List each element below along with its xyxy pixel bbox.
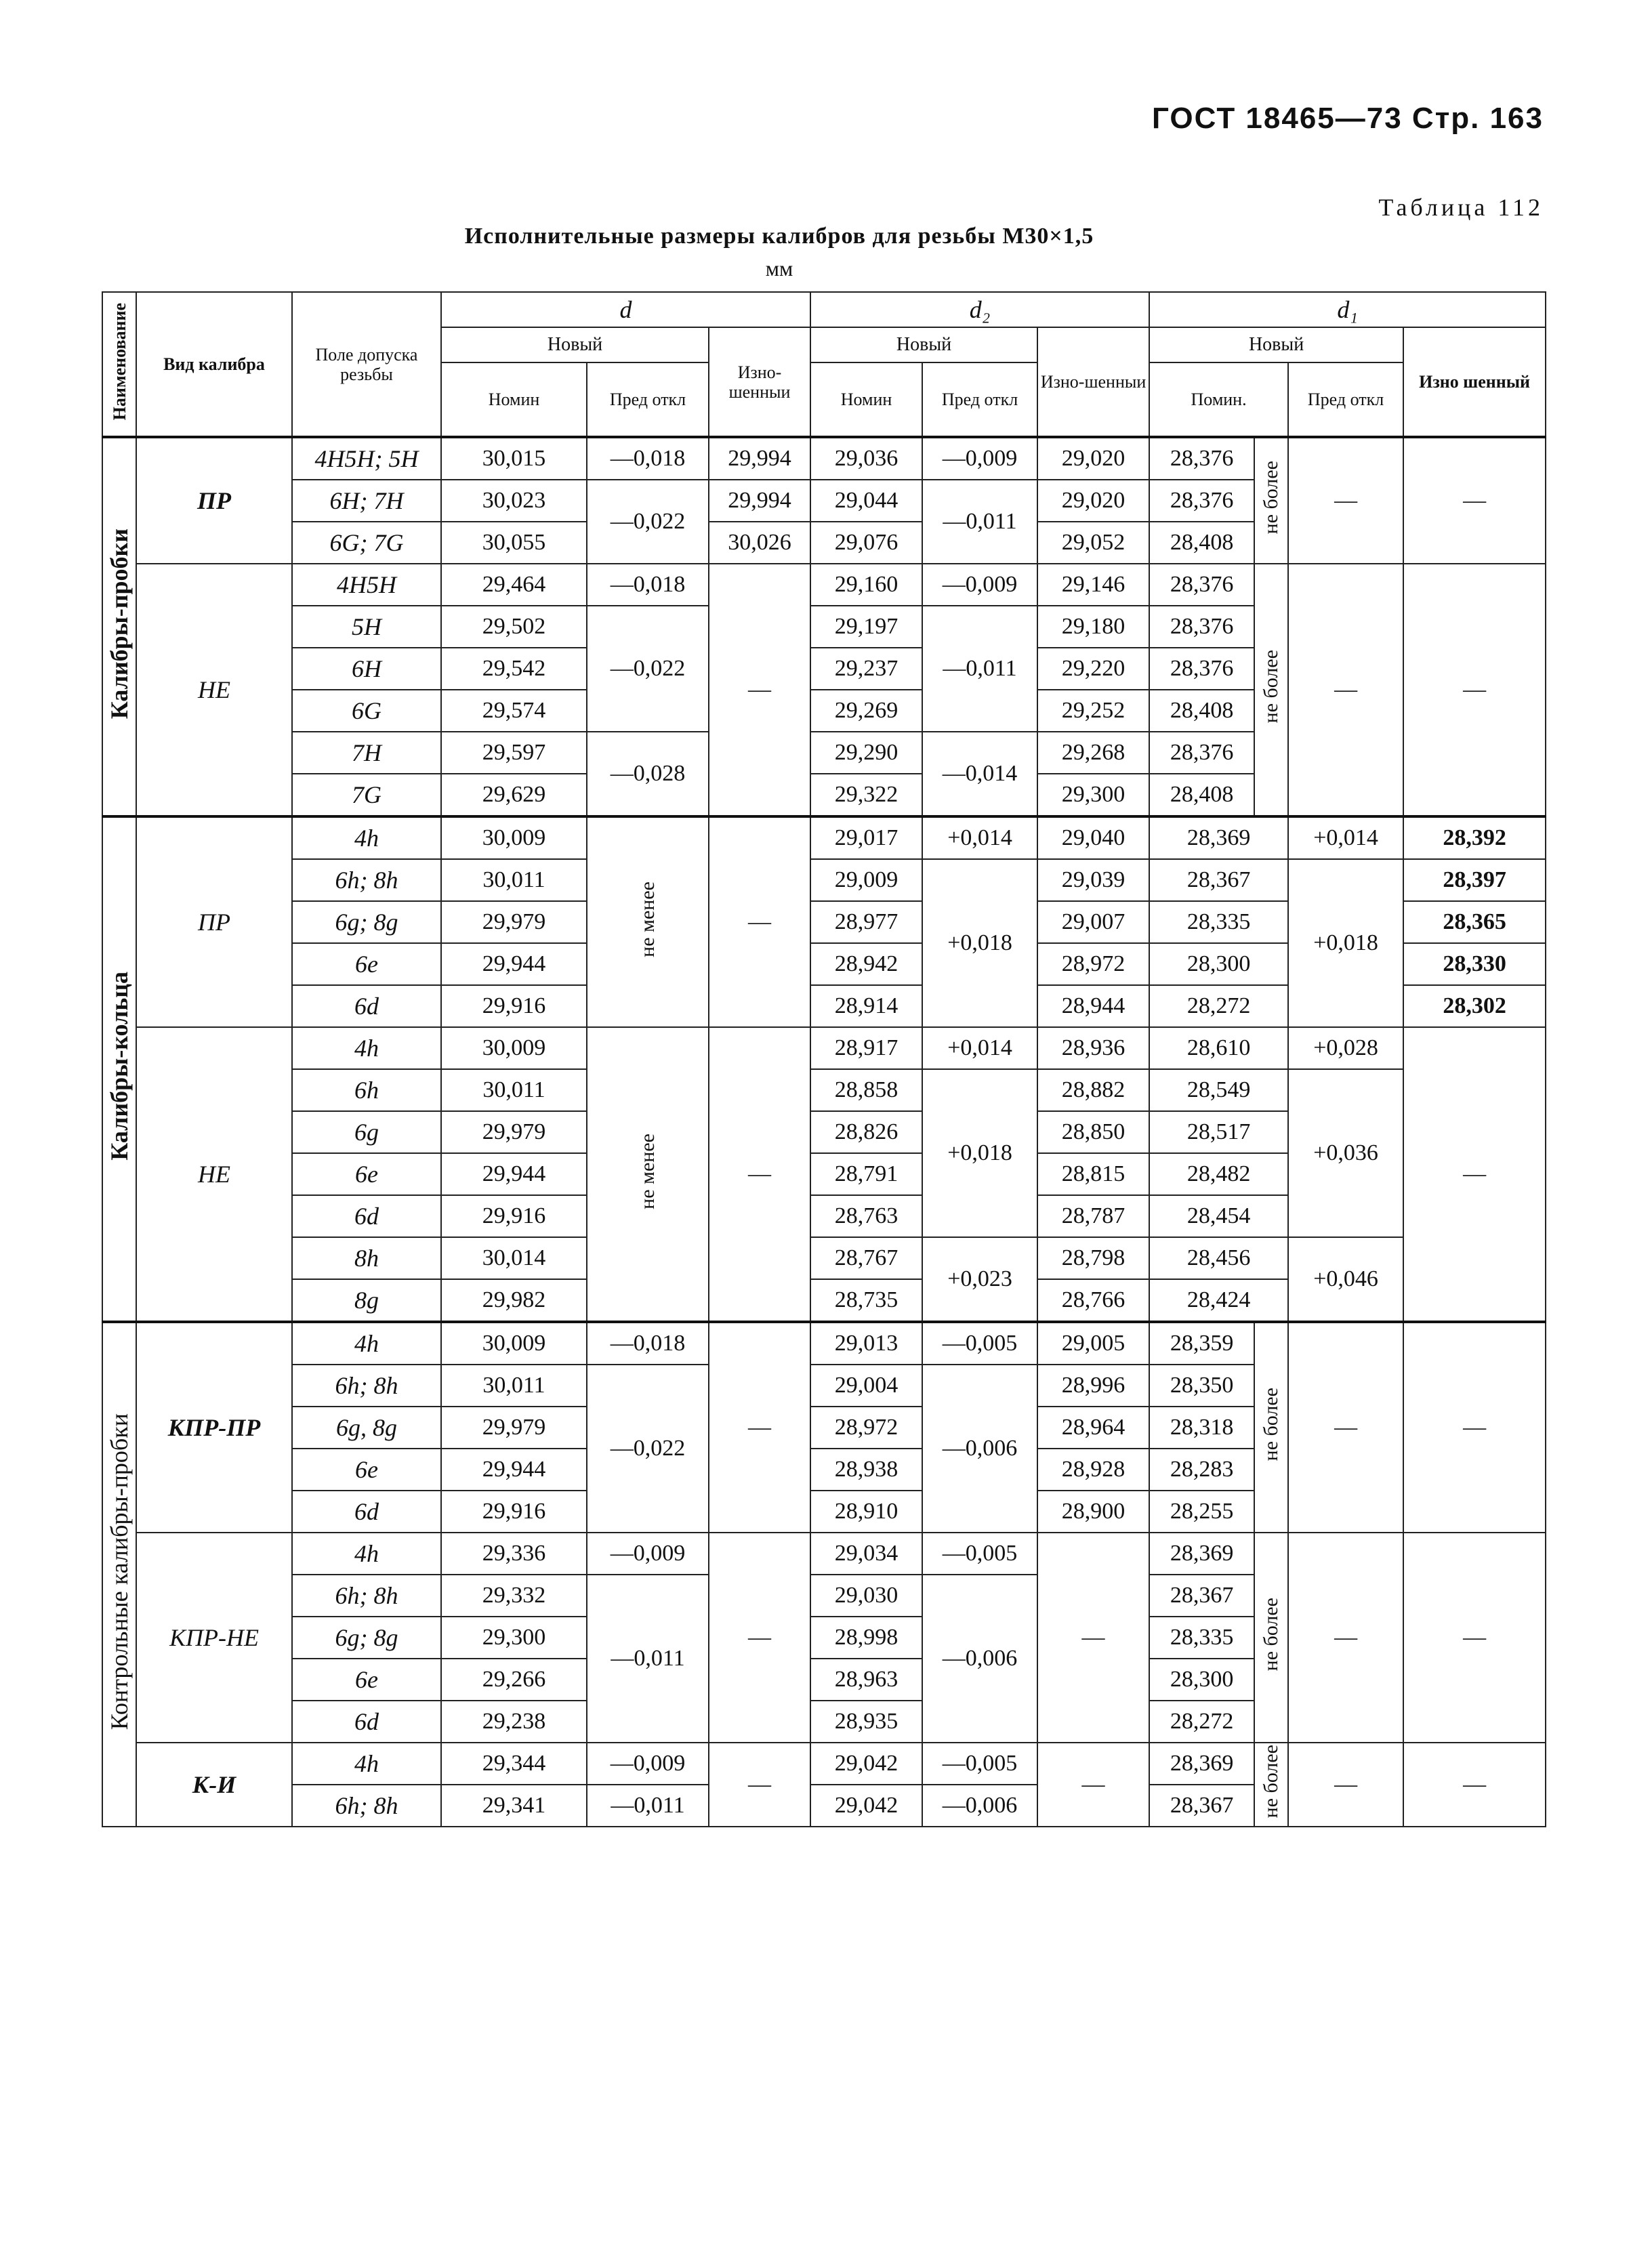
value-cell: — [1288,1743,1403,1827]
value-cell: —0,005 [922,1533,1037,1575]
value-cell: 29,979 [441,901,587,943]
value-cell: +0,014 [922,816,1037,859]
value-cell: 30,011 [441,1069,587,1111]
value-cell: 28,456 [1149,1237,1288,1279]
value-cell: 29,994 [709,480,810,522]
value-cell: 28,942 [810,943,922,985]
value-cell: 29,916 [441,1491,587,1533]
kind-label: К-И [136,1743,292,1827]
tolerance-cell: 6h; 8h [292,1575,441,1617]
tolerance-cell: 4H5H; 5H [292,437,441,480]
value-cell: 28,972 [810,1407,922,1449]
value-cell: — [1403,437,1546,564]
value-cell: 28,365 [1403,901,1546,943]
value-cell: 28,367 [1149,1575,1254,1617]
value-cell: 30,009 [441,816,587,859]
value-cell: 29,042 [810,1743,922,1785]
d-worn-header: Изно-шенныи [709,327,810,437]
value-cell: 29,300 [1037,774,1149,816]
value-cell: 28,424 [1149,1279,1288,1322]
value-cell: 28,735 [810,1279,922,1322]
group-label: Калибры-кольца [102,816,136,1322]
table-row [102,1237,1546,1279]
value-cell: — [1037,1743,1149,1827]
value-cell: 28,963 [810,1659,922,1701]
tolerance-cell: 6G; 7G [292,522,441,564]
value-cell: 29,020 [1037,480,1149,522]
value-cell: 28,369 [1149,816,1288,859]
value-cell: 28,998 [810,1617,922,1659]
value-cell: — [1037,1533,1149,1743]
value-cell: 28,283 [1149,1449,1254,1491]
table-row [102,859,1546,901]
value-cell: 29,944 [441,1449,587,1491]
tolerance-cell: 6d [292,1491,441,1533]
tolerance-cell: 6g, 8g [292,1407,441,1449]
value-cell: —0,005 [922,1322,1037,1365]
value-cell: 28,408 [1149,690,1254,732]
value-cell: 29,944 [441,943,587,985]
value-cell: —0,022 [587,480,709,564]
value-cell: — [1403,1027,1546,1322]
value-cell: 30,014 [441,1237,587,1279]
value-cell: 29,013 [810,1322,922,1365]
value-cell: 29,020 [1037,437,1149,480]
value-cell: — [1403,564,1546,816]
value-cell: +0,023 [922,1237,1037,1322]
d2-nom-header: Номин [810,362,922,437]
value-cell: 29,036 [810,437,922,480]
value-cell: 29,076 [810,522,922,564]
value-cell: 29,336 [441,1533,587,1575]
value-cell: 28,935 [810,1701,922,1743]
value-cell: 29,044 [810,480,922,522]
table-row [102,1322,1546,1365]
d-new-header: Новый [441,327,709,362]
table-number: Таблица 112 [1378,194,1544,221]
value-cell: 29,004 [810,1365,922,1407]
value-cell: 29,160 [810,564,922,606]
d1-nom-header: Помин. [1149,362,1288,437]
value-cell: 29,290 [810,732,922,774]
d2-worn-header: Изно-шенныи [1037,327,1149,437]
value-cell: 29,007 [1037,901,1149,943]
value-cell: 29,979 [441,1111,587,1153]
kind-label: НЕ [136,564,292,816]
col-kind-header: Вид калибра [136,292,292,437]
value-cell: 28,815 [1037,1153,1149,1195]
d2-dev-header: Пред откл [922,362,1037,437]
value-cell: 29,464 [441,564,587,606]
value-cell: —0,018 [587,1322,709,1365]
value-cell: —0,006 [922,1785,1037,1827]
value-cell: 28,944 [1037,985,1149,1027]
value-cell: 28,359 [1149,1322,1254,1365]
value-cell: 28,610 [1149,1027,1288,1069]
table-row [102,1743,1546,1785]
value-cell: —0,011 [587,1575,709,1743]
value-cell: 28,936 [1037,1027,1149,1069]
value-cell: 29,039 [1037,859,1149,901]
col-d2-header: d₂ [810,292,1149,327]
value-cell: 29,916 [441,985,587,1027]
value-cell: 28,376 [1149,606,1254,648]
tolerance-cell: 6d [292,1701,441,1743]
value-cell: 28,972 [1037,943,1149,985]
tolerance-cell: 7H [292,732,441,774]
value-cell: —0,018 [587,564,709,606]
tolerance-cell: 6g; 8g [292,901,441,943]
value-cell: — [1288,1533,1403,1743]
tolerance-cell: 8g [292,1279,441,1322]
value-cell: 29,268 [1037,732,1149,774]
value-cell: 28,826 [810,1111,922,1153]
value-cell: 28,367 [1149,859,1288,901]
value-cell: 29,597 [441,732,587,774]
value-cell: 28,454 [1149,1195,1288,1237]
value-cell: — [1288,437,1403,564]
value-cell: 28,763 [810,1195,922,1237]
tolerance-cell: 6g [292,1111,441,1153]
d-dev-header: Пред откл [587,362,709,437]
limit-note: не более [1254,564,1288,816]
value-cell: —0,009 [587,1533,709,1575]
value-cell: 30,026 [709,522,810,564]
value-cell: 28,302 [1403,985,1546,1027]
value-cell: +0,014 [922,1027,1037,1069]
value-cell: 29,916 [441,1195,587,1237]
value-cell: — [709,1533,810,1743]
value-cell: —0,009 [922,564,1037,606]
value-cell: 28,517 [1149,1111,1288,1153]
tolerance-cell: 4h [292,1533,441,1575]
d1-new-header: Новый [1149,327,1403,362]
value-cell: 29,944 [441,1153,587,1195]
tolerance-cell: 6h; 8h [292,1365,441,1407]
value-cell: 29,341 [441,1785,587,1827]
col-name-header: Наименование [102,292,136,437]
d-nom-header: Номин [441,362,587,437]
kind-label: НЕ [136,1027,292,1322]
value-cell: — [1403,1743,1546,1827]
tolerance-cell: 6H; 7H [292,480,441,522]
value-cell: 28,300 [1149,943,1288,985]
value-cell: 30,015 [441,437,587,480]
value-cell: 28,900 [1037,1491,1149,1533]
value-cell: — [1288,1322,1403,1533]
col-d-header: d [441,292,810,327]
value-cell: 28,791 [810,1153,922,1195]
tolerance-cell: 8h [292,1237,441,1279]
d1-worn-header: Изно шенный [1403,327,1546,437]
value-cell: +0,028 [1288,1027,1403,1069]
value-cell: 29,009 [810,859,922,901]
value-cell: 30,009 [441,1027,587,1069]
limit-note: не более [1254,437,1288,564]
value-cell: —0,009 [922,437,1037,480]
page-header: ГОСТ 18465—73 Стр. 163 [1152,102,1544,135]
tolerance-cell: 5H [292,606,441,648]
value-cell: —0,005 [922,1743,1037,1785]
tolerance-cell: 6d [292,1195,441,1237]
value-cell: +0,014 [1288,816,1403,859]
value-cell: 28,392 [1403,816,1546,859]
value-cell: —0,028 [587,732,709,816]
tolerance-cell: 6d [292,985,441,1027]
value-cell: 28,408 [1149,774,1254,816]
tolerance-cell: 4H5H [292,564,441,606]
value-cell: +0,018 [922,859,1037,1027]
value-cell: +0,046 [1288,1237,1403,1322]
value-cell: +0,018 [1288,859,1403,1027]
col-d1-header: d₁ [1149,292,1546,327]
tolerance-cell: 6G [292,690,441,732]
value-cell: — [1288,564,1403,816]
value-cell: 28,858 [810,1069,922,1111]
value-cell: 29,252 [1037,690,1149,732]
value-cell: —0,011 [922,606,1037,732]
value-cell: 28,882 [1037,1069,1149,1111]
table-row [102,816,1546,859]
value-cell: —0,011 [922,480,1037,564]
value-cell: 29,344 [441,1743,587,1785]
value-cell: 29,197 [810,606,922,648]
value-cell: 28,964 [1037,1407,1149,1449]
value-cell: 29,300 [441,1617,587,1659]
value-cell: 29,332 [441,1575,587,1617]
value-cell: 30,009 [441,1322,587,1365]
value-cell: 28,910 [810,1491,922,1533]
tolerance-cell: 6H [292,648,441,690]
value-cell: —0,014 [922,732,1037,816]
tolerance-cell: 6e [292,1153,441,1195]
table-row [102,1069,1546,1111]
table-row [102,437,1546,480]
value-cell: 28,977 [810,901,922,943]
tolerance-cell: 4h [292,816,441,859]
value-cell: 29,017 [810,816,922,859]
kind-label: ПР [136,816,292,1027]
value-cell: 29,052 [1037,522,1149,564]
value-cell: —0,006 [922,1365,1037,1533]
value-cell: 30,011 [441,859,587,901]
value-cell: 28,367 [1149,1785,1254,1827]
value-cell: — [709,1322,810,1533]
tolerance-cell: 4h [292,1322,441,1365]
group-label: Калибры-пробки [102,437,136,816]
tolerance-cell: 6e [292,943,441,985]
value-cell: +0,036 [1288,1069,1403,1237]
value-cell: 28,272 [1149,985,1288,1027]
value-cell: 28,376 [1149,648,1254,690]
value-cell: 29,542 [441,648,587,690]
value-cell: —0,011 [587,1785,709,1827]
gauge-table [102,291,1546,1827]
value-cell: 28,917 [810,1027,922,1069]
value-cell: 28,914 [810,985,922,1027]
value-cell: — [709,816,810,1027]
value-cell: — [709,1743,810,1827]
value-cell: 28,549 [1149,1069,1288,1111]
limit-note: не менее [587,816,709,1027]
value-cell: 29,266 [441,1659,587,1701]
value-cell: —0,009 [587,1743,709,1785]
table-row [102,564,1546,606]
value-cell: 29,269 [810,690,922,732]
d1-dev-header: Пред откл [1288,362,1403,437]
value-cell: 28,330 [1403,943,1546,985]
value-cell: —0,006 [922,1575,1037,1743]
value-cell: 29,220 [1037,648,1149,690]
value-cell: — [709,564,810,816]
value-cell: 30,011 [441,1365,587,1407]
tolerance-cell: 6g; 8g [292,1617,441,1659]
limit-note: не менее [587,1027,709,1322]
value-cell: 29,238 [441,1701,587,1743]
value-cell: 28,376 [1149,480,1254,522]
value-cell: —0,022 [587,1365,709,1533]
value-cell: 30,055 [441,522,587,564]
value-cell: 28,369 [1149,1533,1254,1575]
value-cell: 28,408 [1149,522,1254,564]
tolerance-cell: 6h; 8h [292,859,441,901]
value-cell: 30,023 [441,480,587,522]
value-cell: —0,022 [587,606,709,732]
value-cell: 28,798 [1037,1237,1149,1279]
value-cell: 29,982 [441,1279,587,1322]
value-cell: 28,255 [1149,1491,1254,1533]
value-cell: 28,938 [810,1449,922,1491]
value-cell: 29,042 [810,1785,922,1827]
tolerance-cell: 6h; 8h [292,1785,441,1827]
value-cell: 28,376 [1149,732,1254,774]
value-cell: 29,146 [1037,564,1149,606]
tolerance-cell: 6e [292,1659,441,1701]
value-cell: 29,502 [441,606,587,648]
value-cell: +0,018 [922,1069,1037,1237]
value-cell: 29,030 [810,1575,922,1617]
value-cell: 28,350 [1149,1365,1254,1407]
value-cell: 28,766 [1037,1279,1149,1322]
tolerance-cell: 7G [292,774,441,816]
table-row [102,1027,1546,1069]
value-cell: 29,040 [1037,816,1149,859]
value-cell: 29,005 [1037,1322,1149,1365]
tolerance-cell: 6h [292,1069,441,1111]
d2-new-header: Новый [810,327,1037,362]
value-cell: — [1403,1533,1546,1743]
table-row [102,1533,1546,1575]
value-cell: 28,928 [1037,1449,1149,1491]
value-cell: 28,335 [1149,901,1288,943]
value-cell: 28,272 [1149,1701,1254,1743]
value-cell: — [1403,1322,1546,1533]
col-tol-header: Поле допуска резьбы [292,292,441,437]
tolerance-cell: 4h [292,1743,441,1785]
limit-note: не более [1254,1743,1288,1827]
kind-label: ПР [136,437,292,564]
value-cell: 29,322 [810,774,922,816]
table-caption: Исполнительные размеры калибров для резьбы М30×1,5 [464,224,1094,249]
value-cell: 28,397 [1403,859,1546,901]
value-cell: — [709,1027,810,1322]
limit-note: не более [1254,1322,1288,1533]
value-cell: 29,979 [441,1407,587,1449]
value-cell: 29,237 [810,648,922,690]
value-cell: 28,300 [1149,1659,1254,1701]
limit-note: не более [1254,1533,1288,1743]
tolerance-cell: 4h [292,1027,441,1069]
value-cell: 28,767 [810,1237,922,1279]
value-cell: —0,018 [587,437,709,480]
value-cell: 29,574 [441,690,587,732]
value-cell: 28,335 [1149,1617,1254,1659]
value-cell: 29,180 [1037,606,1149,648]
value-cell: 28,787 [1037,1195,1149,1237]
value-cell: 29,034 [810,1533,922,1575]
kind-label: КПР-ПР [136,1322,292,1533]
value-cell: 28,318 [1149,1407,1254,1449]
tolerance-cell: 6e [292,1449,441,1491]
value-cell: 28,376 [1149,437,1254,480]
value-cell: 28,996 [1037,1365,1149,1407]
table-unit: мм [765,256,793,280]
value-cell: 28,482 [1149,1153,1288,1195]
value-cell: 29,994 [709,437,810,480]
group-label: Контрольные калибры-пробки [102,1322,136,1827]
value-cell: 29,629 [441,774,587,816]
kind-label: КПР-НЕ [136,1533,292,1743]
value-cell: 28,369 [1149,1743,1254,1785]
value-cell: 28,376 [1149,564,1254,606]
value-cell: 28,850 [1037,1111,1149,1153]
